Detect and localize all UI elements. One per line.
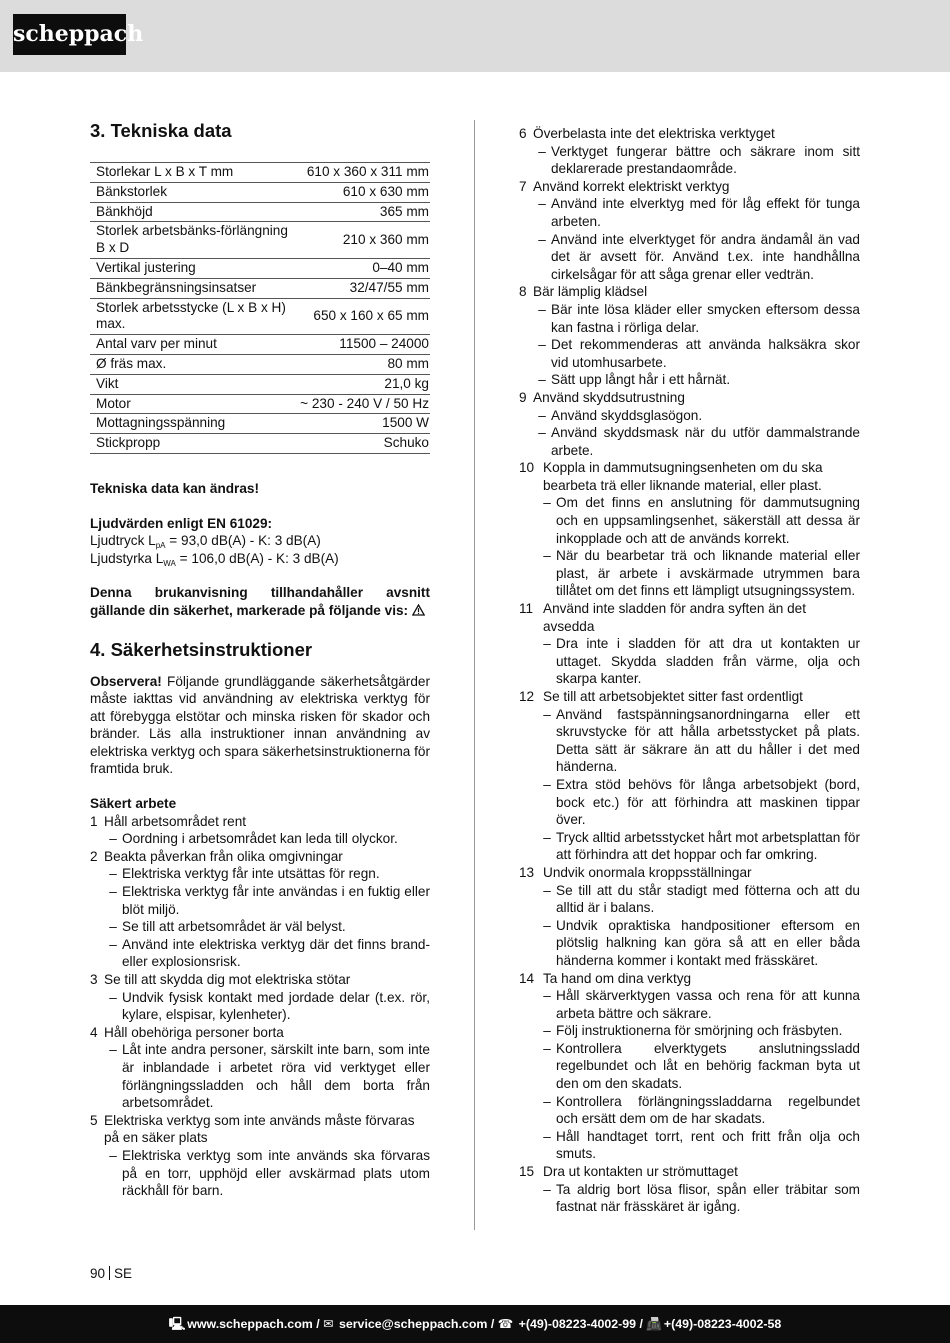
safety-item: [519, 688, 860, 864]
spec-value: 80 mm: [294, 354, 430, 374]
item-title: Undvik onormala kroppsställningar: [543, 864, 752, 880]
warning-triangle-icon: [412, 604, 425, 616]
item-sub-point: – Se till att du står stadigt med fötterna och att du alltid är i balans.: [543, 882, 860, 916]
spec-row: [90, 354, 430, 374]
item-title: Använd skyddsutrustning: [533, 389, 685, 405]
item-title: Elektriska verktyg som inte används måste förvaras på en säker plats: [104, 1112, 415, 1146]
spec-label: Antal varv per minut: [90, 335, 294, 355]
safety-item: [90, 971, 430, 1024]
spec-row: [90, 202, 430, 222]
safety-list-right: [519, 125, 860, 1216]
safety-intro: Observera! Följande grundläggande säkerhetsåtgärder måste iakttas vid användning av elektriska verktyg för att förebygga elstötar och minska risken för skador och bränder. Läs alla instruktioner innan användning av elektriska verktyg och spara säkerhetsinstruktionerna för framtida bruk.: [90, 673, 430, 777]
item-sub-point: – Håll skärverktygen vassa och rena för att kunna arbeta bättre och säkrare.: [543, 988, 860, 1021]
item-sub-point: – Verktyget fungerar bättre och säkrare inom sitt deklarerade prestandaområde.: [538, 143, 860, 177]
safety-item: [519, 178, 860, 284]
item-sub-point: – Använd skyddsglasögon.: [538, 407, 703, 423]
safety-item: [519, 283, 860, 389]
spec-value: 0–40 mm: [294, 258, 430, 278]
item-sub-point: – Använd inte elverktyget för andra ändamål än vad det är avsett för. Använd t.ex. inte handhållna cirkelsågar för att såga grenar eller vedträn.: [538, 231, 860, 282]
spec-label: Storlekar L x B x T mm: [90, 163, 294, 183]
right-column: [519, 125, 860, 1216]
item-title: Se till att arbetsobjektet sitter fast ordentligt: [543, 689, 803, 704]
spec-row: [90, 278, 430, 298]
item-sub-point: – Oordning i arbetsområdet kan leda till olyckor.: [109, 831, 398, 847]
spec-row: [90, 335, 430, 355]
item-sub-point: – Dra inte i sladden för att dra ut kontakten ur uttaget. Skydda sladden från värme, olja och skarpa kanter.: [543, 636, 860, 687]
item-number: 10: [519, 460, 535, 476]
item-sub-point: – Elektriska verktyg får inte utsättas för regn.: [109, 866, 380, 882]
item-title: Håll arbetsområdet rent: [104, 813, 247, 829]
page-number: 90 SE: [90, 1266, 133, 1281]
item-title: Koppla in dammutsugningsenheten om du ska bearbeta trä eller liknande material, eller plast.: [543, 460, 823, 493]
item-sub-point: – Elektriska verktyg får inte användas i en fuktig eller blöt miljö.: [109, 884, 430, 917]
footer-phone: +(49)-08223-4002-99: [518, 1317, 637, 1331]
tech-data-table: [90, 162, 430, 454]
spec-value: 32/47/55 mm: [294, 278, 430, 298]
spec-value: 11500 – 24000: [294, 335, 430, 355]
item-title: Dra ut kontakten ur strömuttaget: [543, 1164, 738, 1180]
safety-item: [519, 125, 860, 178]
safety-item: [519, 1163, 860, 1216]
item-sub-point: – Undvik fysisk kontakt med jordade delar (t.ex. rör, kylare, elspisar, kylenheter).: [109, 989, 430, 1023]
item-number: 8: [519, 284, 527, 300]
item-title: Använd inte sladden för andra syften än det avsedda: [543, 601, 806, 634]
footer-email[interactable]: service@scheppach.com: [338, 1317, 488, 1331]
item-sub-point: – Se till att arbetsområdet är väl belyst.: [109, 919, 346, 935]
item-title: Använd korrekt elektriskt verktyg: [533, 178, 730, 194]
safety-item: [90, 848, 430, 971]
item-sub-point: – Låt inte andra personer, särskilt inte barn, som inte är inblandade i arbetet röra vid verktyget eller förlängningssladden och håll dem borta från arbetsområdet.: [109, 1042, 430, 1111]
item-sub-point: – Elektriska verktyg som inte används ska förvaras på en torr, upphöjd eller avskärmad plats utom räckhåll för barn.: [109, 1147, 430, 1199]
spec-label: Storlek arbetsbänks-förlängning B x D: [90, 222, 294, 259]
safety-marker-note: Denna brukanvisning tillhandahåller avsnitt gällande din säkerhet, markerade på följande vis:: [90, 585, 430, 618]
item-title: Överbelasta inte det elektriska verktyget: [533, 126, 775, 141]
item-number: 5: [90, 1112, 98, 1128]
item-sub-point: – Använd inte elverktyg med för låg effekt för tunga arbeten.: [538, 196, 860, 229]
safe-work-heading: Säkert arbete: [90, 796, 177, 812]
footer-web[interactable]: www.scheppach.com: [187, 1317, 313, 1331]
spec-label: Bänkstorlek: [90, 182, 294, 202]
footer-fax: +(49)-08223-4002-58: [663, 1317, 782, 1331]
spec-label: Motor: [90, 394, 294, 414]
item-number: 12: [519, 689, 535, 704]
page-header: [0, 0, 950, 72]
item-number: 14: [519, 970, 535, 986]
item-sub-point: – Använd skyddsmask när du utför dammalstrande arbete.: [538, 425, 860, 458]
spec-row: [90, 298, 430, 335]
item-sub-point: – Om det finns en anslutning för dammutsugning och en uppsamlingsenhet, säkerställ att dessa är inkopplade och att de används korrekt.: [543, 495, 860, 546]
item-number: 15: [519, 1164, 535, 1180]
spec-label: Bänkhöjd: [90, 202, 294, 222]
safety-item: [90, 1024, 430, 1112]
noise-heading: Ljudvärden enligt EN 61029:: [90, 515, 273, 531]
item-sub-point: – När du bearbetar trä och liknande material eller plast, är arbete i avskärmade utrymmen bara tillåtet om det finns ett lämpligt utsugningssystem.: [543, 548, 860, 599]
spec-value: 1500 W: [294, 414, 430, 434]
spec-row: [90, 414, 430, 434]
spec-row: [90, 374, 430, 394]
safety-item: [519, 459, 860, 600]
item-sub-point: – Använd fastspänningsanordningarna eller ett skruvstycke för att hålla arbetsstycket på plats. Detta sätt är säkrare än att du håller i det med händerna.: [543, 706, 860, 775]
item-number: 7: [519, 178, 527, 194]
item-number: 13: [519, 864, 535, 880]
item-number: 6: [519, 126, 527, 141]
item-sub-point: – Använd inte elektriska verktyg där det finns brand- eller explosionsrisk.: [109, 936, 430, 970]
noise-pressure: Ljudtryck $L_{pA} = 93,0$ dB(A) - K: 3 dB(A): [90, 533, 321, 551]
fax-icon: 📠: [646, 1317, 662, 1331]
spec-label: Bänkbegränsningsinsatser: [90, 278, 294, 298]
spec-value: Schuko: [294, 434, 430, 454]
item-sub-point: – Tryck alltid arbetsstycket hårt mot arbetsplattan för att förhindra att det hoppar och far omkring.: [543, 829, 860, 863]
spec-label: Ø fräs max.: [90, 354, 294, 374]
spec-label: Stickpropp: [90, 434, 294, 454]
item-sub-point: – Extra stöd behövs för långa arbetsobjekt (bord, bock etc.) för att förhindra att maskinen tippar över.: [543, 776, 860, 828]
spec-row: [90, 182, 430, 202]
spec-label: Vikt: [90, 374, 294, 394]
item-sub-point: – Undvik opraktiska handpositioner eftersom en plötslig halkning kan göra så att en eller båda händerna kommer i kontakt med frässkäret.: [543, 917, 860, 968]
spec-row: [90, 222, 430, 259]
spec-value: 365 mm: [294, 202, 430, 222]
spec-row: [90, 394, 430, 414]
safety-item: [519, 600, 860, 688]
item-title: Bär lämplig klädsel: [533, 284, 648, 300]
phone-icon: ☎: [497, 1317, 514, 1331]
change-note: Tekniska data kan ändras!: [90, 480, 259, 496]
left-column: [90, 118, 430, 1200]
spec-label: Mottagningsspänning: [90, 414, 294, 434]
spec-value: 650 x 160 x 65 mm: [294, 298, 430, 335]
item-title: Beakta påverkan från olika omgivningar: [104, 848, 343, 864]
safety-list-left: [90, 813, 430, 1200]
item-sub-point: – Kontrollera förlängningssladdarna regelbundet och ersätt dem om de har skadats.: [543, 1093, 860, 1127]
item-number: 2: [90, 848, 98, 864]
item-sub-point: – Bär inte lösa kläder eller smycken eftersom dessa kan fastna i rörliga delar.: [538, 301, 860, 335]
spec-row: [90, 163, 430, 183]
item-sub-point: – Följ instruktionerna för smörjning och fräsbyten.: [543, 1023, 843, 1039]
spec-value: 610 x 630 mm: [294, 182, 430, 202]
item-sub-point: – Det rekommenderas att använda halksäkra skor vid utomhusarbete.: [538, 337, 860, 370]
safety-item: [90, 1112, 430, 1200]
item-number: 3: [90, 972, 98, 988]
noise-power: Ljudstyrka $L_{WA} = 106,0$ dB(A) - K: 3 dB(A): [90, 550, 339, 568]
item-number: 11: [519, 601, 534, 617]
section-4-title: 4. Säkerhetsinstruktioner: [90, 638, 313, 660]
spec-value: 210 x 360 mm: [294, 222, 430, 259]
mail-icon: ✉: [323, 1317, 334, 1331]
spec-row: [90, 434, 430, 454]
column-divider: [474, 120, 475, 1230]
section-3-title: 3. Tekniska data: [90, 120, 232, 141]
spec-label: Storlek arbetsstycke (L x B x H) max.: [90, 298, 294, 335]
safety-item: [519, 389, 860, 459]
safety-item: [90, 813, 430, 848]
item-sub-point: – Sätt upp långt hår i ett hårnät.: [538, 372, 731, 388]
scheppach-logo: scheppach: [13, 14, 126, 55]
page-footer: 🖳 www.scheppach.com / ✉ service@scheppach.com / ☎ +(49)-08223-4002-99 / 📠 +(49)-08223-4002-58: [0, 1305, 950, 1343]
item-title: Ta hand om dina verktyg: [543, 970, 692, 986]
item-number: 9: [519, 389, 527, 405]
item-sub-point: – Håll handtaget torrt, rent och fritt från olja och smuts.: [543, 1128, 860, 1162]
spec-value: ~ 230 - 240 V / 50 Hz: [294, 394, 430, 414]
safety-item: [519, 970, 860, 1164]
item-number: 4: [90, 1024, 98, 1040]
spec-label: Vertikal justering: [90, 258, 294, 278]
safety-item: [519, 864, 860, 970]
item-sub-point: – Ta aldrig bort lösa flisor, spån eller träbitar som fastnat när frässkäret är igång.: [543, 1181, 860, 1215]
item-title: Håll obehöriga personer borta: [104, 1024, 284, 1040]
item-sub-point: – Kontrollera elverktygets anslutningssladd regelbundet och låt en behörig fackman byta ut den om den skadats.: [543, 1040, 860, 1092]
computer-icon: 🖳: [168, 1317, 186, 1331]
spec-row: [90, 258, 430, 278]
spec-value: 21,0 kg: [294, 374, 430, 394]
spec-value: 610 x 360 x 311 mm: [294, 163, 430, 183]
item-number: 1: [90, 813, 98, 829]
item-title: Se till att skydda dig mot elektriska stötar: [104, 972, 351, 988]
